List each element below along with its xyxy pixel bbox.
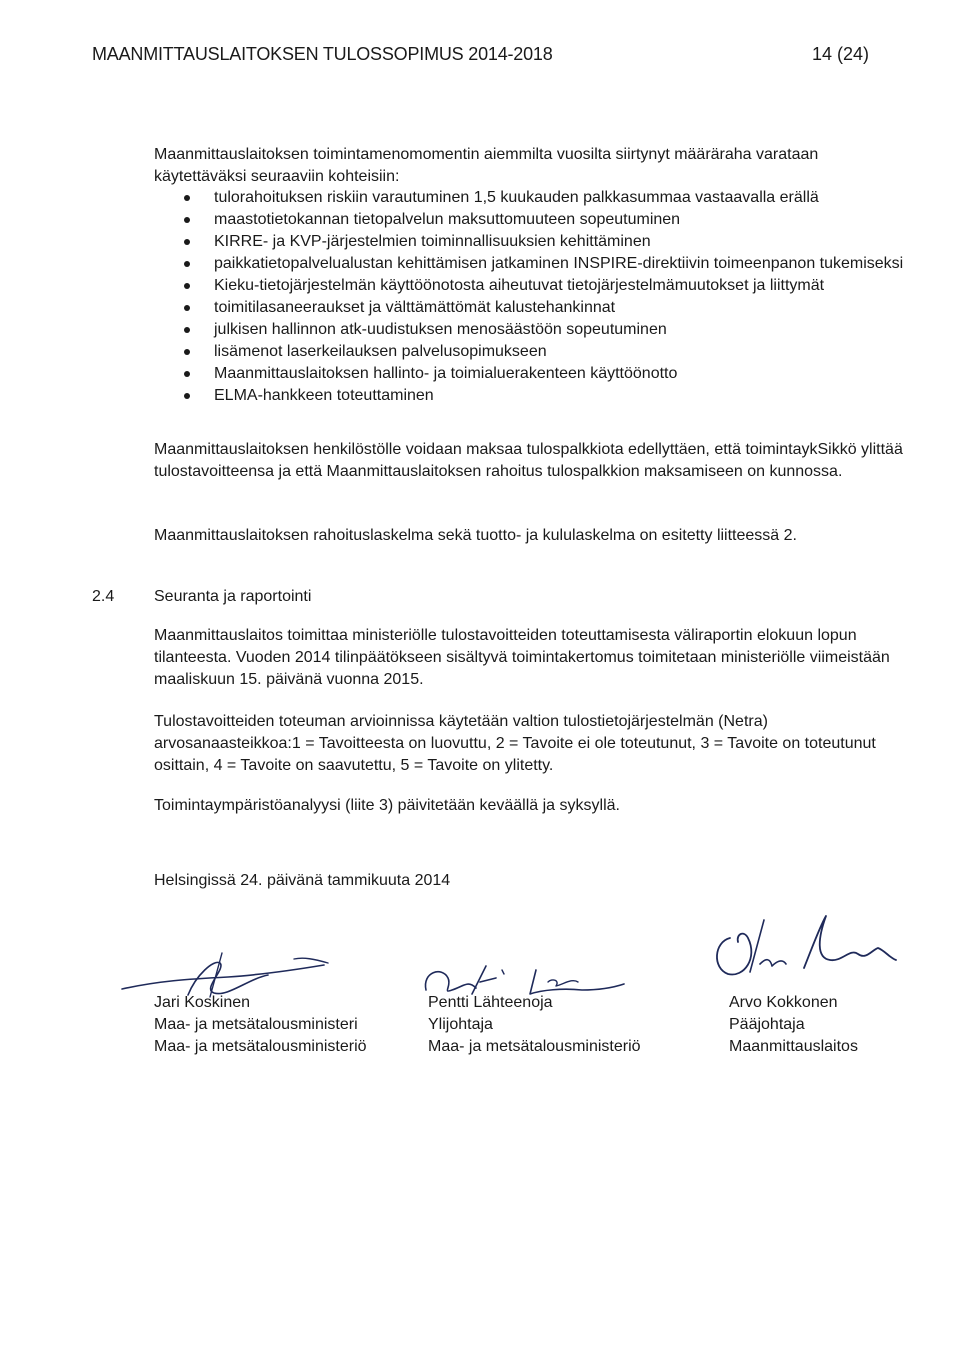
list-item: Kieku-tietojärjestelmän käyttöönotosta aiheutuvat tietojärjestelmämuutokset ja liittymät [154, 275, 914, 297]
signatory-org: Maa- ja metsätalousministeriö [154, 1038, 367, 1055]
header-title: MAANMITTAUSLAITOKSEN TULOSSOPIMUS 2014-2018 [92, 44, 553, 64]
section-title: Seuranta ja raportointi [154, 588, 312, 605]
environment-paragraph: Toimintaympäristöanalyysi (liite 3) päivitetään keväällä ja syksyllä. [154, 797, 620, 814]
signature-kokkonen-icon [700, 908, 900, 988]
list-item: julkisen hallinnon atk-uudistuksen menosäästöön sopeutuminen [154, 319, 914, 341]
place-date: Helsingissä 24. päivänä tammikuuta 2014 [154, 872, 451, 889]
list-item: paikkatietopalvelualustan kehittämisen jatkaminen INSPIRE-direktiivin toimeenpanon tukemiseksi [154, 253, 914, 275]
intro-paragraph: Maanmittauslaitoksen toimintamenomomentin aiemmilta vuosilta siirtynyt määräraha varataan käytettäväksi seuraaviin kohteisiin: [154, 146, 819, 185]
signatory-lahteenoja [428, 992, 641, 1058]
signatory-name: Arvo Kokkonen [729, 994, 838, 1011]
signatory-title: Maa- ja metsätalousministeri [154, 1016, 358, 1033]
signatory-koskinen [154, 992, 367, 1058]
list-item: tulorahoituksen riskiin varautuminen 1,5 kuukauden palkkasummaa vastaavalla erällä [154, 187, 914, 209]
signatory-org: Maanmittauslaitos [729, 1038, 858, 1055]
signatory-title: Pääjohtaja [729, 1016, 805, 1033]
list-item: toimitilasaneeraukset ja välttämättömät kalustehankinnat [154, 297, 914, 319]
signatory-name: Jari Koskinen [154, 994, 251, 1011]
list-item: Maanmittauslaitoksen hallinto- ja toimialuerakenteen käyttöönotto [154, 363, 914, 385]
signatory-kokkonen [729, 992, 858, 1058]
page-number: 14 (24) [812, 44, 870, 64]
list-item: ELMA-hankkeen toteuttaminen [154, 385, 914, 407]
signatory-org: Maa- ja metsätalousministeriö [428, 1038, 641, 1055]
list-item: KIRRE- ja KVP-järjestelmien toiminnallisuuksien kehittäminen [154, 231, 914, 253]
signatory-title: Ylijohtaja [428, 1016, 493, 1033]
finance-paragraph: Maanmittauslaitoksen rahoituslaskelma sekä tuotto- ja kululaskelma on esitetty liitteessä 2. [154, 527, 797, 544]
report-paragraph: Maanmittauslaitos toimittaa ministeriölle tulostavoitteiden toteuttamisesta väliraportin elokuun lopun tilanteesta. Vuoden 2014 tilinpäätökseen sisältyvä toimintakertomus toimitetaan ministeriölle viimeistään maaliskuun 15. päivänä vuonna 2015. [154, 627, 890, 688]
list-item: maastotietokannan tietopalvelun maksuttomuuteen sopeutuminen [154, 209, 914, 231]
bonus-paragraph: Maanmittauslaitoksen henkilöstölle voidaan maksaa tulospalkkiota edellyttäen, että toimintaykSikkö ylittää tulostavoitteensa ja että Maanmittauslaitoksen rahoitus tulospalkkion maksamiseen on kunnossa. [154, 441, 903, 480]
list-item: lisämenot laserkeilauksen palvelusopimukseen [154, 341, 914, 363]
section-number: 2.4 [92, 588, 115, 605]
allocation-list [154, 187, 914, 407]
rating-paragraph: Tulostavoitteiden toteuman arvioinnissa käytetään valtion tulostietojärjestelmän (Netra) arvosanaasteikkoa:1 = Tavoitteesta on luovuttu, 2 = Tavoite ei ole toteutunut, 3 = Tavoite on toteutunut osittain, 4 = Tavoite on saavutettu, 5 = Tavoite on ylitetty. [154, 713, 876, 774]
signatory-name: Pentti Lähteenoja [428, 994, 553, 1011]
